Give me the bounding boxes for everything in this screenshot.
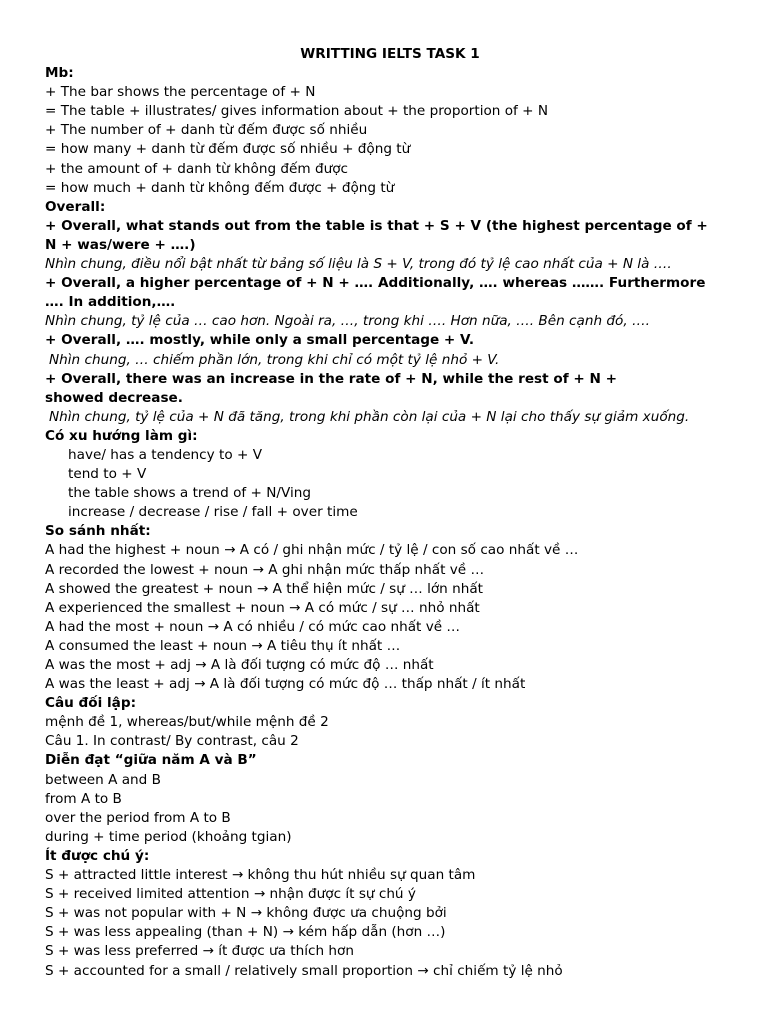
text-line: = how much + danh từ không đếm được + động từ: [45, 179, 395, 196]
text-line: N + was/were + ….): [45, 236, 196, 253]
text-line: A experienced the smallest + noun → A có mức / sự … nhỏ nhất: [45, 599, 480, 616]
document-body: [45, 64, 735, 981]
text-line: + Overall, a higher percentage of + N + …. Additionally, …. whereas ……. Furthermore: [45, 275, 706, 292]
text-line: + the amount of + danh từ không đếm được: [45, 160, 348, 177]
text-line: + The number of + danh từ đếm được số nhiều: [45, 122, 368, 139]
section-heading: Ít được chú ý:: [45, 847, 150, 864]
text-line: S + received limited attention → nhận được ít sự chú ý: [45, 886, 416, 903]
text-line: Nhìn chung, tỷ lệ của … cao hơn. Ngoài ra, …, trong khi …. Hơn nữa, …. Bên cạnh đó, ….: [45, 313, 650, 330]
text-line: …. In addition,….: [45, 294, 176, 311]
text-line: + Overall, …. mostly, while only a small percentage + V.: [45, 332, 474, 349]
text-line: over the period from A to B: [45, 809, 231, 826]
text-line: = The table + illustrates/ gives information about + the proportion of + N: [45, 103, 549, 120]
section-heading: Overall:: [45, 198, 106, 215]
text-line: increase / decrease / rise / fall + over time: [68, 504, 358, 521]
text-line: have/ has a tendency to + V: [68, 446, 262, 463]
text-line: Câu 1. In contrast/ By contrast, câu 2: [45, 733, 299, 750]
text-line: mệnh đề 1, whereas/but/while mệnh đề 2: [45, 714, 329, 731]
text-line: A had the highest + noun → A có / ghi nhận mức / tỷ lệ / con số cao nhất về …: [45, 542, 579, 559]
text-line: A had the most + noun → A có nhiều / có mức cao nhất về …: [45, 618, 461, 635]
text-line: during + time period (khoảng tgian): [45, 828, 292, 845]
text-line: showed decrease.: [45, 389, 183, 406]
section-heading: So sánh nhất:: [45, 523, 151, 540]
section-heading: Có xu hướng làm gì:: [45, 427, 198, 444]
document-title: WRITTING IELTS TASK 1: [300, 46, 480, 62]
text-line: A showed the greatest + noun → A thể hiện mức / sự … lớn nhất: [45, 580, 483, 597]
text-line: A recorded the lowest + noun → A ghi nhận mức thấp nhất về …: [45, 561, 485, 578]
section-heading: Câu đối lập:: [45, 695, 137, 712]
text-line: A was the least + adj → A là đối tượng có mức độ … thấp nhất / ít nhất: [45, 676, 526, 693]
text-line: S + was less appealing (than + N) → kém hấp dẫn (hơn …): [45, 924, 446, 941]
text-line: + Overall, there was an increase in the rate of + N, while the rest of + N +: [45, 370, 617, 387]
text-line: S + accounted for a small / relatively small proportion → chỉ chiếm tỷ lệ nhỏ: [45, 962, 563, 979]
text-line: A was the most + adj → A là đối tượng có mức độ … nhất: [45, 657, 434, 673]
text-line: S + was not popular with + N → không được ưa chuộng bởi: [45, 905, 447, 922]
text-line: tend to + V: [68, 466, 147, 483]
text-line: Nhìn chung, tỷ lệ của + N đã tăng, trong khi phần còn lại của + N lại cho thấy sự giảm xuống.: [49, 408, 690, 425]
text-line: from A to B: [45, 790, 122, 807]
text-line: Diễn đạt “giữa năm A và B”: [45, 752, 257, 769]
document-page: [45, 45, 735, 981]
text-line: + The bar shows the percentage of + N: [45, 84, 316, 101]
text-line: S + was less preferred → ít được ưa thích hơn: [45, 943, 354, 960]
text-line: + Overall, what stands out from the table is that + S + V (the highest percentage of +: [45, 217, 708, 234]
text-line: Nhìn chung, … chiếm phần lớn, trong khi chỉ có một tỷ lệ nhỏ + V.: [49, 351, 500, 368]
text-line: A consumed the least + noun → A tiêu thụ ít nhất …: [45, 637, 401, 654]
text-line: between A and B: [45, 771, 161, 788]
section-heading: Mb:: [45, 65, 74, 82]
text-line: the table shows a trend of + N/Ving: [68, 485, 312, 502]
text-line: Nhìn chung, điều nổi bật nhất từ bảng số liệu là S + V, trong đó tỷ lệ cao nhất của + N là ….: [45, 256, 672, 273]
text-line: S + attracted little interest → không thu hút nhiều sự quan tâm: [45, 867, 476, 884]
text-line: = how many + danh từ đếm được số nhiều + động từ: [45, 141, 411, 158]
